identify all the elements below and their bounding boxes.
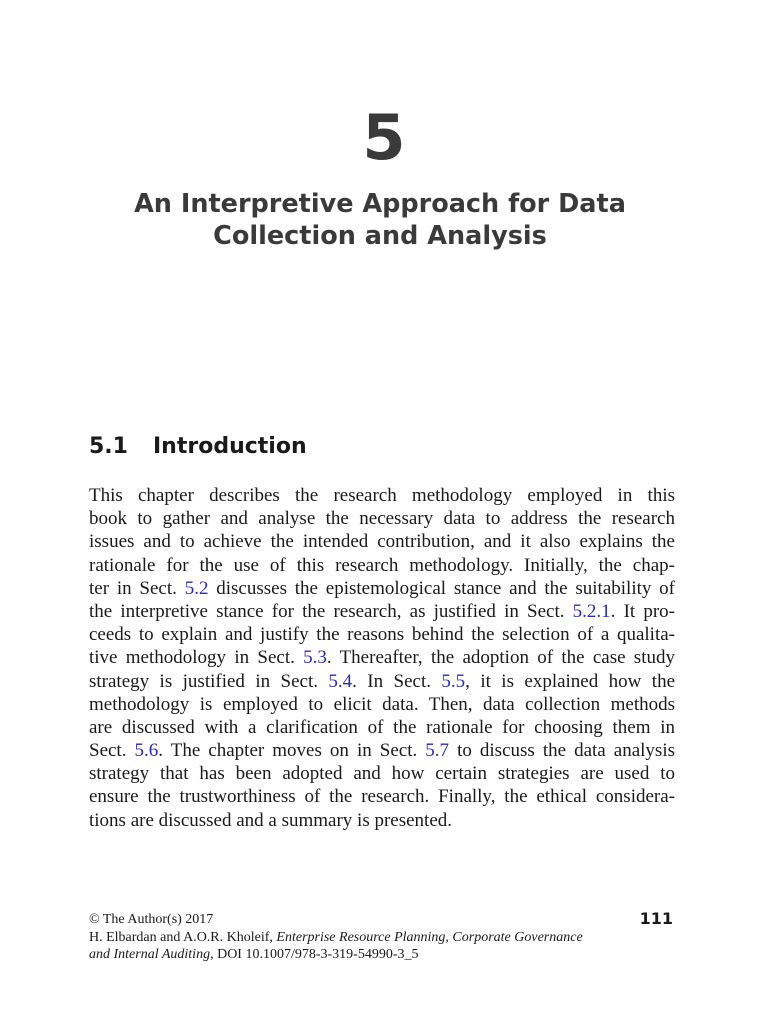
body-line [89, 716, 675, 739]
body-text-segment: tions are discussed and a summary is presented. [89, 809, 453, 831]
body-text-segment: ensure the trustworthiness of the research. Finally, the ethical considera- [89, 786, 675, 808]
body-line [89, 646, 675, 669]
body-line [89, 600, 675, 623]
body-text-segment: . It pro- [610, 600, 675, 622]
section-crossref-link[interactable]: 5.6 [134, 740, 159, 762]
chapter-title-line: An Interpretive Approach for Data [134, 189, 626, 219]
body-paragraph [89, 484, 675, 832]
body-line [89, 530, 675, 553]
body-line [89, 809, 675, 832]
body-text-segment: methodology is employed to elicit data. Then, data collection methods [89, 693, 675, 715]
body-text-segment: book to gather and analyse the necessary data to address the research [89, 508, 675, 530]
body-text-segment: . Thereafter, the adoption of the case study [326, 647, 675, 669]
body-line [89, 577, 675, 600]
body-text-segment: the interpretive stance for the research, as justified in Sect. [89, 600, 573, 622]
body-text-segment: strategy that has been adopted and how certain strategies are used to [89, 763, 675, 785]
chapter-title [100, 188, 660, 252]
body-text-segment: . The chapter moves on in Sect. [158, 740, 426, 762]
citation-doi: , DOI 10.1007/978-3-319-54990-3_5 [210, 947, 419, 962]
body-text-segment: ter in Sect. [89, 577, 185, 599]
body-line [89, 670, 675, 693]
body-text-segment: This chapter describes the research methodology employed in this [89, 485, 675, 506]
body-line [89, 623, 675, 646]
body-text-segment: Sect. [89, 740, 135, 762]
body-text-segment: discusses the epistemological stance and the suitability of [208, 577, 676, 599]
citation-book-title-cont: and Internal Auditing [89, 947, 211, 962]
section-heading [89, 432, 307, 462]
body-text-segment: to discuss the data analysis [449, 740, 675, 762]
body-text-segment: issues and to achieve the intended contribution, and it also explains the [89, 531, 675, 553]
body-line [89, 554, 675, 577]
body-text-segment: . In Sect. [352, 670, 442, 692]
body-line [89, 762, 675, 785]
chapter-number: 5 [362, 101, 406, 174]
body-text-segment: are discussed with a clarification of the rationale for choosing them in [89, 716, 675, 738]
section-crossref-link[interactable]: 5.5 [441, 670, 466, 692]
section-crossref-link[interactable]: 5.2.1 [572, 600, 611, 622]
section-crossref-link[interactable]: 5.3 [303, 647, 327, 669]
body-line [89, 693, 675, 716]
copyright-line: © The Author(s) 2017 [89, 912, 214, 927]
section-title: Introduction [153, 434, 307, 459]
body-line [89, 484, 675, 507]
section-number: 5.1 [89, 434, 128, 459]
page-number: 111 [639, 909, 673, 928]
body-text-segment: tive methodology in Sect. [89, 647, 304, 669]
body-line [89, 507, 675, 530]
body-line [89, 785, 675, 808]
section-crossref-link[interactable]: 5.7 [425, 740, 450, 762]
citation-authors: H. Elbardan and A.O.R. Kholeif, [89, 929, 273, 945]
section-crossref-link[interactable]: 5.2 [184, 577, 209, 599]
section-crossref-link[interactable]: 5.4 [328, 670, 353, 692]
footer [89, 911, 675, 964]
body-text-segment: ceeds to explain and justify the reasons behind the selection of a qualita- [89, 624, 675, 646]
body-line [89, 739, 675, 762]
body-text-segment: strategy is justified in Sect. [89, 670, 329, 692]
body-text-segment: , it is explained how the [465, 670, 675, 692]
chapter-title-line: Collection and Analysis [213, 221, 547, 251]
citation-book-title: Enterprise Resource Planning, Corporate Governance [276, 929, 583, 945]
citation-line-1 [89, 929, 675, 947]
body-text-segment: rationale for the use of this research methodology. Initially, the chap- [89, 554, 675, 576]
citation-line-2 [89, 946, 675, 964]
